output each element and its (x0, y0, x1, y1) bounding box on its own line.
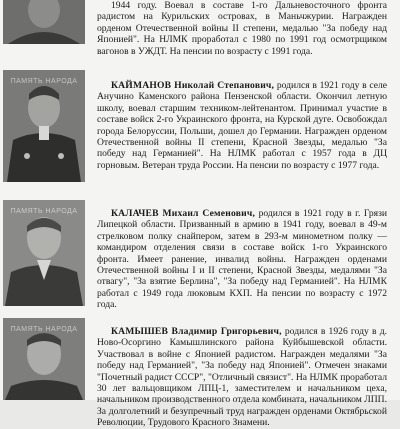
photo-watermark-4: ПАМЯТЬ НАРОДА (10, 326, 78, 333)
photo-watermark-2: ПАМЯТЬ НАРОДА (10, 78, 78, 85)
photo-watermark-3: ПАМЯТЬ НАРОДА (10, 208, 78, 215)
portrait-photo-3 (3, 200, 85, 306)
entry-body-4: родился в 1926 году в д. Ново-Осоргино Камышлинского района Куйбышевской области. Участвовал в войне с Японией радистом. Награжден медалями "За победу над Германией", "За победу над Японией". Отмечен знаками "Почетный радист СССР", "Отличный связист". На НЛМК проработал 30 лет вальцовщиком ЛПЦ-1, заместителем и начальником цеха, начальником производственного отдела комбината, начальником ЛПП. За долголетний и безупречный труд награжден орденами Октябрьской Революции, Трудового Красного Знамени. (97, 326, 387, 429)
portrait-photo-1 (3, 0, 85, 44)
entry-text-2 (97, 80, 387, 171)
portrait-photo-4 (3, 318, 85, 400)
portrait-photo-2 (3, 70, 85, 182)
entry-text-1 (97, 0, 387, 57)
entry-text-4 (97, 326, 387, 429)
portrait-silhouette-1 (3, 0, 85, 44)
person-name-kaimanov: КАЙМАНОВ Николай Степанович, (111, 80, 275, 91)
entry-body-2: родился в 1921 году в селе Анучино Каменского района Пензенской области. Окончил летную школу, воевал старшим техником-лейтенантом. Принимал участие в составе войск 2-го Украинского фронта, на Курской дуге. Освобождал города Белоруссии, Польши, дошел до Германии. Награжден орденом Отечественной войны II степени, Красной Звезды, медалью "За победу над Германией". На НЛМК работал с 1957 года в ДЦ горновым. Ветеран труда России. На пенсии по возрасту с 1977 года. (97, 80, 387, 171)
entry-body-1: 1944 году. Воевал в составе 1-го Дальневосточного фронта радистом на Курильских островах, в Маньчжурии. Награжден орденом Отечественной войны II степени, медалью "За победу над Японией". На НЛМК проработал с 1980 по 1991 год осмотрщиком вагонов в УЖДТ. На пенсии по возрасту с 1991 года. (97, 0, 387, 57)
entry-text-3 (97, 208, 387, 311)
entry-body-3: родился в 1921 году в г. Грязи Липецкой области. Призванный в армию в 1941 году, воевал в 49-м стрелковом полку снайпером, затем в 293-м минометном полку — командиром отделения связи в составе войск 1-го Украинского фронта. Имеет ранение, инвалид войны. Награжден орденами Отечественной войны I и II степени, Красной Звезды, медалями "За отвагу", "За взятие Берлина", "За победу над Германией". На НЛМК работал с 1949 года люковым КХП. На пенсии по возрасту с 1972 года. (97, 208, 387, 311)
person-name-kalachev: КАЛАЧЕВ Михаил Семенович, (111, 208, 256, 219)
person-name-kamyshev: КАМЫШЕВ Владимир Григорьевич, (111, 326, 282, 337)
